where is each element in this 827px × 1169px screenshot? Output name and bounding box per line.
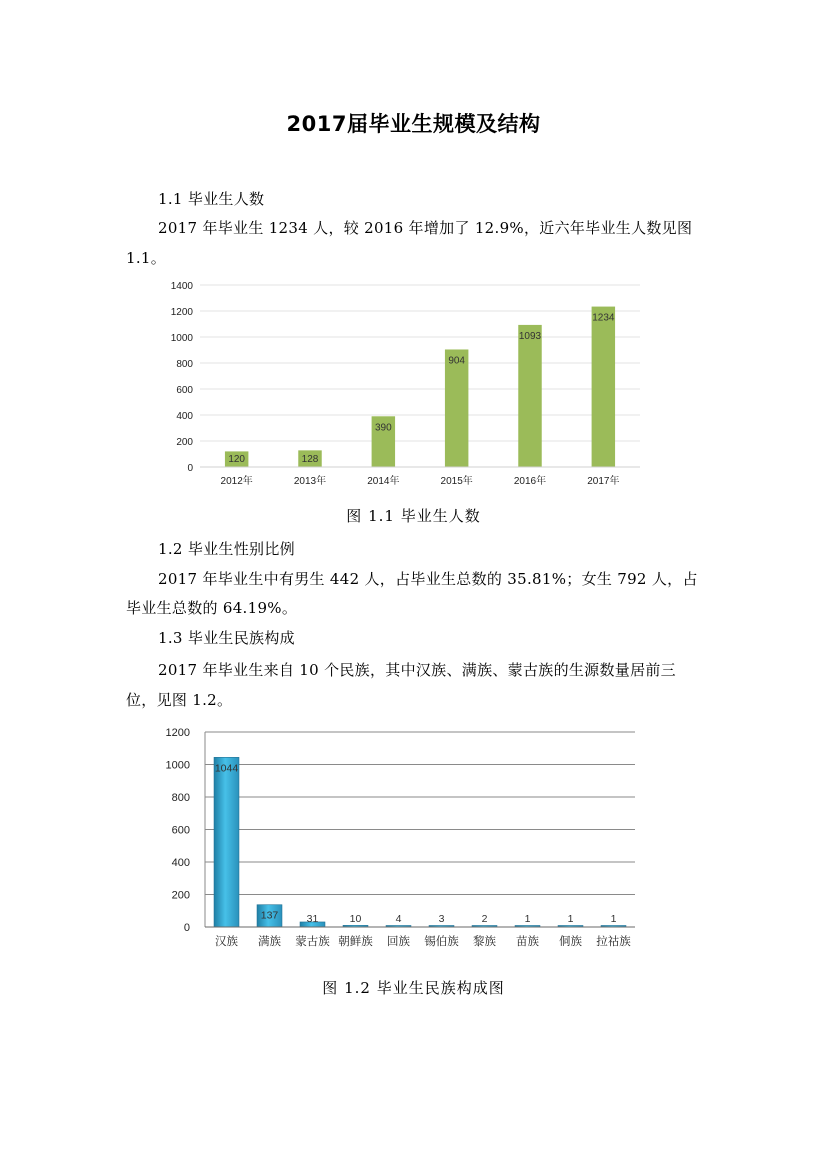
x-tick-label: 锡伯族 <box>424 936 459 948</box>
y-tick-label: 400 <box>176 411 193 422</box>
data-label: 137 <box>260 909 279 922</box>
data-label: 904 <box>448 355 466 367</box>
x-tick-label: 回族 <box>387 936 410 948</box>
graduates-by-year-chart <box>150 276 650 491</box>
bar <box>518 325 541 467</box>
y-tick-label: 1400 <box>170 281 193 292</box>
bar <box>445 349 468 467</box>
y-tick-label: 800 <box>171 792 190 804</box>
figure-2-caption: 图 1.2 毕业生民族构成图 <box>322 979 505 997</box>
section-3-heading: 1.3 毕业生民族构成 <box>158 629 295 647</box>
y-tick-label: 200 <box>171 889 190 902</box>
x-tick-label: 2015年 <box>440 476 473 487</box>
y-tick-label: 600 <box>171 824 190 837</box>
y-tick-label: 800 <box>176 359 193 370</box>
data-label: 1 <box>567 913 574 925</box>
data-label: 390 <box>374 422 392 434</box>
data-label: 1 <box>610 913 617 925</box>
x-tick-label: 满族 <box>258 936 281 948</box>
figure-1-caption: 图 1.1 毕业生人数 <box>346 507 481 525</box>
x-tick-label: 拉祜族 <box>596 936 631 948</box>
bar <box>214 757 239 927</box>
x-tick-label: 汉族 <box>215 936 238 948</box>
section-3-paragraph-line-1: 2017 年毕业生来自 10 个民族，其中汉族、满族、蒙古族的生源数量居前三 <box>158 661 676 679</box>
x-tick-label: 2016年 <box>513 476 547 487</box>
x-tick-label: 2017年 <box>587 476 620 487</box>
x-tick-label: 2013年 <box>293 476 327 487</box>
ethnic-composition-chart <box>150 722 650 957</box>
data-label: 1234 <box>592 312 615 324</box>
data-label: 31 <box>306 913 319 925</box>
x-tick-label: 朝鲜族 <box>338 936 373 948</box>
y-tick-label: 1000 <box>170 333 193 344</box>
section-1-paragraph-line-1: 2017 年毕业生 1234 人，较 2016 年增加了 12.9%，近六年毕业生人数见图 <box>158 219 693 237</box>
data-label: 2 <box>481 913 488 925</box>
y-tick-label: 1000 <box>165 759 190 772</box>
y-tick-label: 600 <box>176 385 193 396</box>
y-tick-label: 0 <box>183 922 190 934</box>
x-tick-label: 黎族 <box>473 936 496 948</box>
data-label: 3 <box>438 913 445 925</box>
data-label: 120 <box>228 454 246 465</box>
section-2-paragraph-line-1: 2017 年毕业生中有男生 442 人，占毕业生总数的 35.81%；女生 792 人，占 <box>158 570 698 588</box>
x-tick-label: 2014年 <box>367 476 400 487</box>
y-tick-label: 200 <box>176 437 193 448</box>
data-label: 1093 <box>518 330 542 342</box>
x-tick-label: 2012年 <box>220 476 253 487</box>
data-label: 4 <box>395 913 402 925</box>
section-2-paragraph-line-2: 毕业生总数的 64.19%。 <box>126 599 298 617</box>
y-tick-label: 400 <box>171 857 190 869</box>
document-title: 2017届毕业生规模及结构 <box>286 112 541 136</box>
section-1-paragraph-line-2: 1.1。 <box>126 249 167 267</box>
data-label: 1 <box>524 913 531 925</box>
bar <box>592 307 615 467</box>
section-2-heading: 1.2 毕业生性别比例 <box>158 540 295 558</box>
section-1-heading: 1.1 毕业生人数 <box>158 190 265 208</box>
data-label: 128 <box>301 454 319 465</box>
y-tick-label: 1200 <box>170 307 193 318</box>
data-label: 10 <box>349 913 362 925</box>
y-tick-label: 1200 <box>165 727 190 739</box>
x-tick-label: 蒙古族 <box>295 936 330 948</box>
data-label: 1044 <box>214 762 239 775</box>
y-tick-label: 0 <box>187 463 193 474</box>
x-tick-label: 苗族 <box>516 936 539 948</box>
x-tick-label: 侗族 <box>559 936 582 948</box>
section-3-paragraph-line-2: 位，见图 1.2。 <box>126 691 233 709</box>
